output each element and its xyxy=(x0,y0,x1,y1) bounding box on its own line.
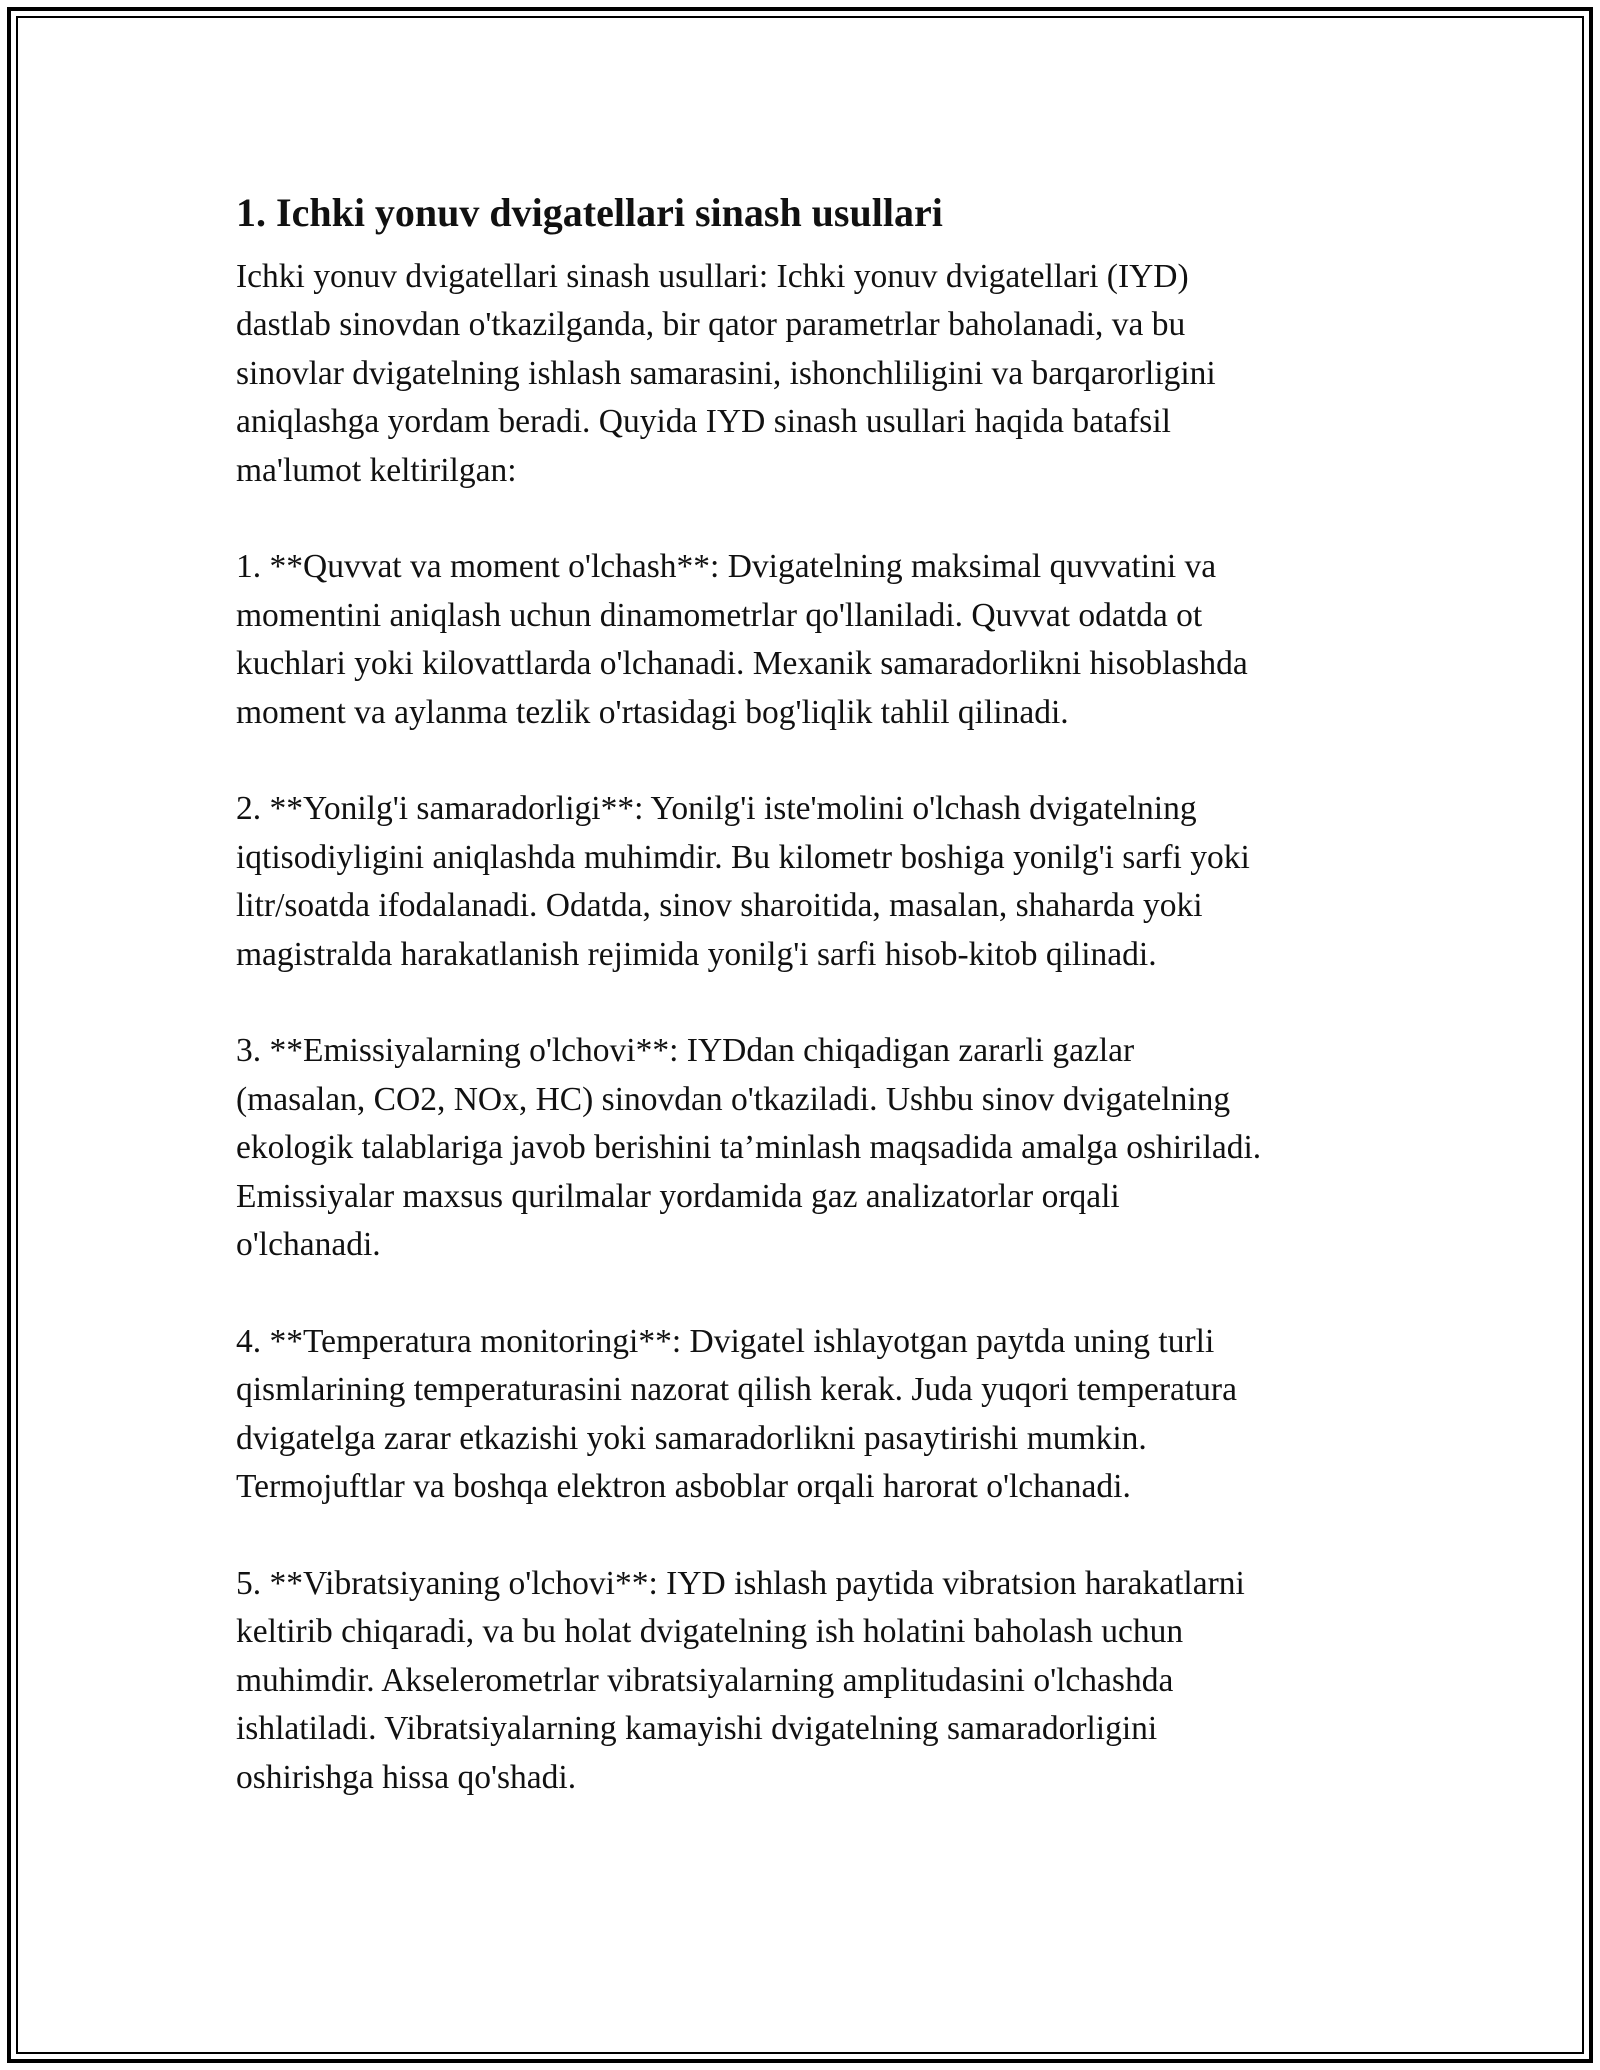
list-item-vibration: 5. **Vibratsiyaning o'lchovi**: IYD ishlash paytida vibratsion harakatlarni keltirib chiqaradi, va bu holat dvigatelning ish holatini baholash uchun muhimdir. Akselerometrlar vibratsiyalarning amplitudasini o'lchashda ishlatiladi. Vibratsiyalarning kamayishi dvigatelning samaradorligini oshirishga hissa qo'shadi. xyxy=(236,1564,1245,1796)
list-item-power-torque: 1. **Quvvat va moment o'lchash**: Dvigatelning maksimal quvvatini va momentini aniqlash uchun dinamometrlar qo'llaniladi. Quvvat odatda ot kuchlari yoki kilovattlarda o'lchanadi. Mexanik samaradorlikni hisoblashda moment va aylanma tezlik o'rtasidagi bog'liqlik tahlil qilinadi. xyxy=(236,548,1248,731)
list-item-fuel-efficiency: 2. **Yonilg'i samaradorligi**: Yonilg'i iste'molini o'lchash dvigatelning iqtisodiyligini aniqlashda muhimdir. Bu kilometr boshiga yonilg'i sarfi yoki litr/soatda ifodalanadi. Odatda, sinov sharoitida, masalan, shaharda yoki magistralda harakatlanish rejimida yonilg'i sarfi hisob-kitob qilinadi. xyxy=(236,790,1250,973)
list-item-emissions: 3. **Emissiyalarning o'lchovi**: IYDdan chiqadigan zararli gazlar (masalan, CO2, NOx, HC) sinovdan o'tkaziladi. Ushbu sinov dvigatelning ekologik talablariga javob berishini ta’minlash maqsadida amalga oshiriladi. Emissiyalar maxsus qurilmalar yordamida gaz analizatorlar orqali o'lchanadi. xyxy=(236,1032,1262,1264)
document-body xyxy=(236,185,1366,1802)
document-title: 1. Ichki yonuv dvigatellari sinash usullari xyxy=(236,190,943,235)
list-item-temperature: 4. **Temperatura monitoringi**: Dvigatel ishlayotgan paytda uning turli qismlarining temperaturasini nazorat qilish kerak. Juda yuqori temperatura dvigatelga zarar etkazishi yoki samaradorlikni pasaytirishi mumkin. Termojuftlar va boshqa elektron asboblar orqali harorat o'lchanadi. xyxy=(236,1322,1237,1506)
intro-paragraph: Ichki yonuv dvigatellari sinash usullari: Ichki yonuv dvigatellari (IYD) dastlab sinovdan o'tkazilganda, bir qator parametrlar baholanadi, va bu sinovlar dvigatelning ishlash samarasini, ishonchliligini va barqarorligini aniqlashga yordam beradi. Quyida IYD sinash usullari haqida batafsil ma'lumot keltirilgan: xyxy=(236,258,1216,489)
